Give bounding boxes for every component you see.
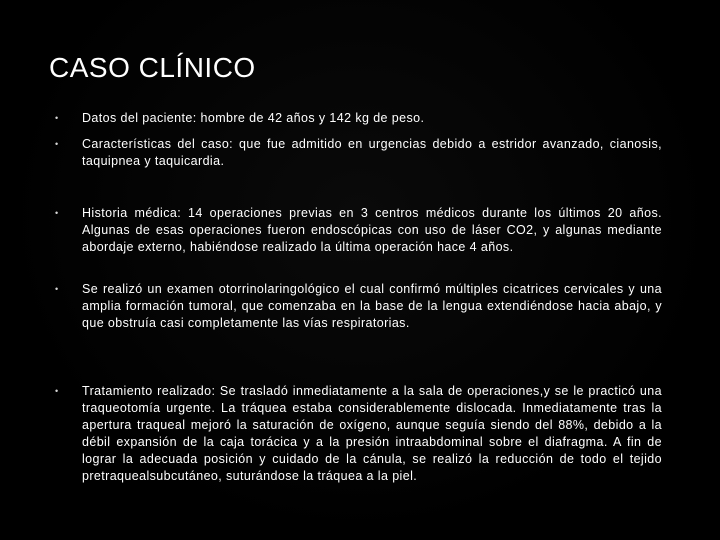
bullet-icon: • <box>55 284 59 294</box>
bullet-icon: • <box>55 113 59 123</box>
bullet-text: Características del caso: que fue admitido en urgencias debido a estridor avanzado, cianosis, taquipnea y taquicardia. <box>82 137 662 168</box>
bullet-icon: • <box>55 139 59 149</box>
bullet-icon: • <box>55 386 59 396</box>
bullet-text: Se realizó un examen otorrinolaringológico el cual confirmó múltiples cicatrices cervicales y una amplia formación tumoral, que comenzaba en la base de la lengua extendiéndose hacia abajo, y que obstruía casi completamente las vías respiratorias. <box>82 282 662 330</box>
bullet-icon: • <box>55 208 59 218</box>
bullet-text: Historia médica: 14 operaciones previas en 3 centros médicos durante los últimos 20 años. Algunas de esas operaciones fueron endoscópicas con uso de láser CO2, y algunas mediante abordaje externo, habiéndose realizado la última operación hace 4 años. <box>82 206 662 254</box>
bullet-text: Tratamiento realizado: Se trasladó inmediatamente a la sala de operaciones,y se le practicó una traqueotomía urgente. La tráquea estaba considerablemente dislocada. Inmediatamente tras la apertura traqueal mejoró la saturación de oxígeno, aunque seguía siendo del 88%, debido a la débil expansión de la caja torácica y a la presión intraabdominal sobre el diafragma. A fin de lograr la adecuada posición y cuidado de la cánula, se realizó la reducción de todo el tejido pretraquealsubcutáneo, suturándose la tráquea a la piel. <box>82 384 662 483</box>
bullet-text: Datos del paciente: hombre de 42 años y 142 kg de peso. <box>82 111 425 125</box>
slide-title: CASO CLÍNICO <box>49 52 256 83</box>
